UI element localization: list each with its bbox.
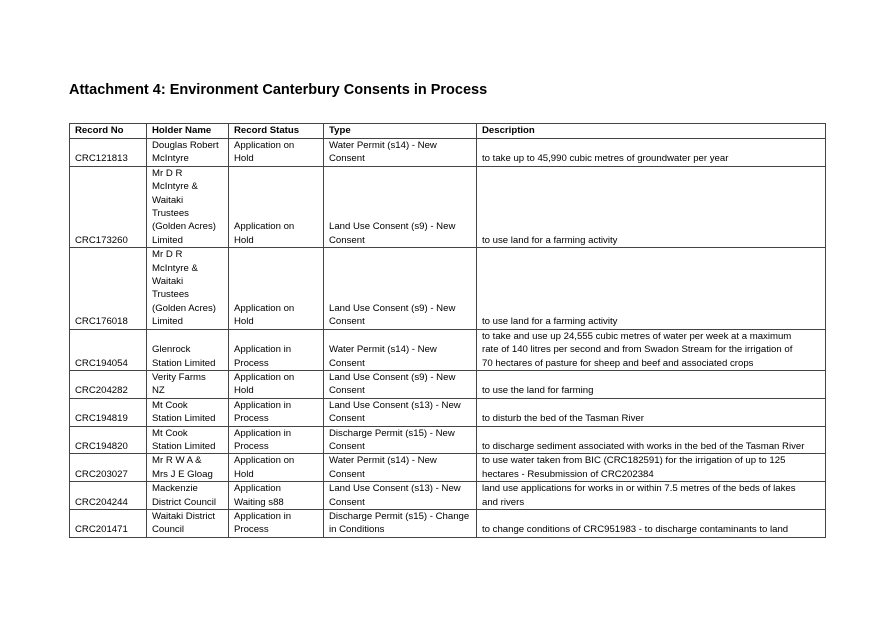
holder-name-cell-line: (Golden Acres): [152, 221, 216, 233]
description-cell-line: to use land for a farming activity: [482, 316, 618, 328]
record-status-cell: [229, 454, 324, 482]
description-cell-line: 70 hectares of pasture for sheep and beef and associated crops: [482, 357, 754, 369]
description-cell: [477, 426, 826, 454]
record-status-cell: [229, 139, 324, 167]
type-cell: [324, 329, 477, 370]
record-status-cell: [229, 482, 324, 510]
table-row: [70, 509, 826, 537]
type-cell-line: Land Use Consent (s13) - New: [329, 483, 461, 495]
type-cell: [324, 398, 477, 426]
record-status-cell-line: Application in: [234, 344, 292, 356]
holder-name-cell: [147, 482, 229, 510]
record-status-cell-line: Application in: [234, 399, 292, 411]
type-cell-line: in Conditions: [329, 524, 385, 536]
holder-name-cell-line: Trustees: [152, 289, 189, 301]
record-status-cell-line: Waiting s88: [234, 496, 284, 508]
description-cell-line: to take and use up 24,555 cubic metres of water per week at a maximum: [482, 330, 792, 342]
record-status-cell: [229, 426, 324, 454]
holder-name-cell-line: McIntyre &: [152, 262, 198, 274]
record-status-cell-line: Hold: [234, 385, 254, 397]
description-cell: [477, 482, 826, 510]
record-status-cell-line: Process: [234, 413, 269, 425]
holder-name-cell-line: NZ: [152, 385, 165, 397]
record-status-cell: [229, 398, 324, 426]
type-cell-line: Consent: [329, 153, 365, 165]
holder-name-cell-line: Waitaki: [152, 194, 184, 206]
description-cell-line: land use applications for works in or within 7.5 metres of the beds of lakes: [482, 483, 796, 495]
description-cell-line: hectares - Resubmission of CRC202384: [482, 468, 654, 480]
holder-name-cell-line: Glenrock: [152, 344, 191, 356]
description-cell-line: to use land for a farming activity: [482, 234, 618, 246]
holder-name-cell-line: Station Limited: [152, 440, 216, 452]
holder-name-cell: [147, 248, 229, 329]
type-cell: [324, 370, 477, 398]
record-status-cell-line: Application in: [234, 510, 292, 522]
table-row: [70, 139, 826, 167]
type-cell-line: Water Permit (s14) - New: [329, 455, 437, 467]
type-cell-line: Consent: [329, 385, 365, 397]
holder-name-cell-line: Mackenzie: [152, 483, 198, 495]
holder-name-cell-line: Mt Cook: [152, 427, 188, 439]
description-cell-line: to take up to 45,990 cubic metres of groundwater per year: [482, 153, 729, 165]
consents-table: [69, 123, 826, 538]
description-cell-line: to discharge sediment associated with works in the bed of the Tasman River: [482, 440, 805, 452]
description-cell: [477, 139, 826, 167]
record-status-cell-line: Application in: [234, 427, 292, 439]
holder-name-cell-line: Verity Farms: [152, 371, 206, 383]
record-status-cell-line: Application on: [234, 221, 295, 233]
type-cell-line: Land Use Consent (s13) - New: [329, 399, 461, 411]
holder-name-cell-line: Mrs J E Gloag: [152, 468, 213, 480]
holder-name-cell-line: Limited: [152, 316, 183, 328]
holder-name-cell: [147, 426, 229, 454]
header-description: Description: [477, 124, 826, 139]
record-no-cell: CRC121813: [70, 139, 147, 167]
type-cell-line: Consent: [329, 234, 365, 246]
record-status-cell-line: Hold: [234, 234, 254, 246]
holder-name-cell-line: Douglas Robert: [152, 140, 219, 151]
description-cell-line: to use water taken from BIC (CRC182591) for the irrigation of up to 125: [482, 455, 786, 467]
holder-name-cell: [147, 509, 229, 537]
table-row: [70, 248, 826, 329]
record-status-cell-line: Application on: [234, 302, 295, 314]
type-cell: [324, 454, 477, 482]
type-cell: [324, 509, 477, 537]
record-status-cell-line: Process: [234, 524, 269, 536]
header-record-status: Record Status: [229, 124, 324, 139]
description-cell-line: rate of 140 litres per second and from Swadon Stream for the irrigation of: [482, 344, 793, 356]
record-status-cell-line: Hold: [234, 153, 254, 165]
holder-name-cell: [147, 398, 229, 426]
record-no-cell: CRC201471: [70, 509, 147, 537]
type-cell-line: Consent: [329, 468, 365, 480]
holder-name-cell-line: Waitaki District: [152, 510, 216, 522]
type-cell-line: Land Use Consent (s9) - New: [329, 302, 456, 314]
holder-name-cell-line: (Golden Acres): [152, 302, 216, 314]
record-no-cell: CRC203027: [70, 454, 147, 482]
type-cell: [324, 248, 477, 329]
type-cell-line: Consent: [329, 496, 365, 508]
holder-name-cell-line: Mt Cook: [152, 399, 188, 411]
type-cell-line: Discharge Permit (s15) - Change: [329, 510, 470, 522]
record-no-cell: CRC194819: [70, 398, 147, 426]
type-cell: [324, 482, 477, 510]
type-cell: [324, 139, 477, 167]
type-cell-line: Consent: [329, 357, 365, 369]
record-status-cell: [229, 509, 324, 537]
table-row: [70, 329, 826, 370]
description-cell: [477, 166, 826, 247]
holder-name-cell-line: Station Limited: [152, 357, 216, 369]
record-no-cell: CRC194820: [70, 426, 147, 454]
table-row: [70, 454, 826, 482]
holder-name-cell-line: Mr R W A &: [152, 455, 202, 467]
description-cell: [477, 398, 826, 426]
holder-name-cell: [147, 370, 229, 398]
description-cell-line: and rivers: [482, 496, 525, 508]
table-row: [70, 166, 826, 247]
type-cell-line: Water Permit (s14) - New: [329, 344, 437, 356]
record-no-cell: CRC194054: [70, 329, 147, 370]
type-cell-line: Consent: [329, 413, 365, 425]
header-record-no: Record No: [70, 124, 147, 139]
type-cell: [324, 166, 477, 247]
description-cell: [477, 454, 826, 482]
record-no-cell: CRC204282: [70, 370, 147, 398]
type-cell-line: Land Use Consent (s9) - New: [329, 371, 456, 383]
type-cell: [324, 426, 477, 454]
holder-name-cell: [147, 166, 229, 247]
table-row: [70, 370, 826, 398]
holder-name-cell-line: McIntyre: [152, 153, 189, 165]
header-holder-name: Holder Name: [147, 124, 229, 139]
holder-name-cell-line: Mr D R: [152, 249, 183, 261]
record-status-cell-line: Application on: [234, 455, 295, 467]
description-cell: [477, 248, 826, 329]
holder-name-cell-line: Limited: [152, 234, 183, 246]
holder-name-cell-line: Waitaki: [152, 276, 184, 288]
record-status-cell-line: Process: [234, 357, 269, 369]
record-status-cell-line: Process: [234, 440, 269, 452]
type-cell-line: Water Permit (s14) - New: [329, 140, 437, 151]
table-row: [70, 398, 826, 426]
holder-name-cell-line: McIntyre &: [152, 181, 198, 193]
holder-name-cell-line: Trustees: [152, 208, 189, 220]
page-title: Attachment 4: Environment Canterbury Consents in Process: [69, 82, 488, 98]
description-cell: [477, 370, 826, 398]
holder-name-cell-line: Council: [152, 524, 184, 536]
record-no-cell: CRC176018: [70, 248, 147, 329]
header-type: Type: [324, 124, 477, 139]
description-cell-line: to use the land for farming: [482, 385, 594, 397]
holder-name-cell: [147, 329, 229, 370]
table-row: [70, 482, 826, 510]
table-row: [70, 426, 826, 454]
record-status-cell-line: Application on: [234, 371, 295, 383]
holder-name-cell: [147, 139, 229, 167]
type-cell-line: Land Use Consent (s9) - New: [329, 221, 456, 233]
type-cell-line: Discharge Permit (s15) - New: [329, 427, 455, 439]
record-status-cell-line: Hold: [234, 316, 254, 328]
record-status-cell: [229, 166, 324, 247]
type-cell-line: Consent: [329, 440, 365, 452]
record-no-cell: CRC204244: [70, 482, 147, 510]
record-status-cell: [229, 248, 324, 329]
holder-name-cell-line: Mr D R: [152, 167, 183, 179]
table-header-row: [70, 124, 826, 139]
record-status-cell: [229, 370, 324, 398]
record-status-cell-line: Application: [234, 483, 281, 495]
record-no-cell: CRC173260: [70, 166, 147, 247]
holder-name-cell-line: District Council: [152, 496, 216, 508]
holder-name-cell: [147, 454, 229, 482]
record-status-cell-line: Application on: [234, 140, 295, 151]
record-status-cell: [229, 329, 324, 370]
type-cell-line: Consent: [329, 316, 365, 328]
description-cell: [477, 509, 826, 537]
description-cell-line: to disturb the bed of the Tasman River: [482, 413, 644, 425]
record-status-cell-line: Hold: [234, 468, 254, 480]
holder-name-cell-line: Station Limited: [152, 413, 216, 425]
description-cell-line: to change conditions of CRC951983 - to discharge contaminants to land: [482, 524, 789, 536]
description-cell: [477, 329, 826, 370]
